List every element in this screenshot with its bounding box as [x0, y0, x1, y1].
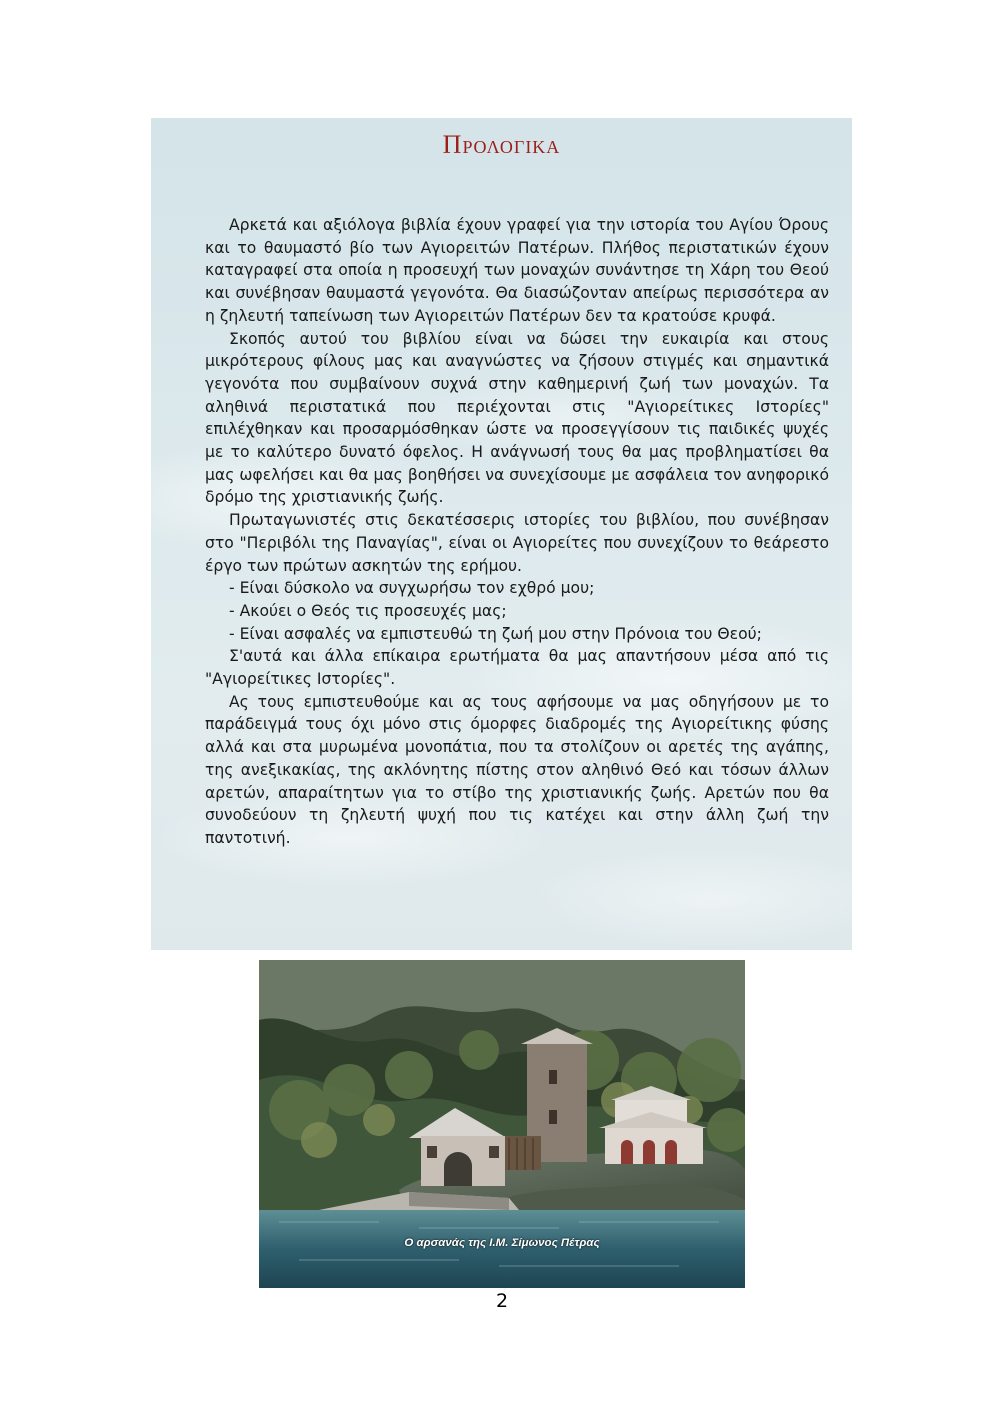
image-caption: Ο αρσανάς της Ι.Μ. Σίμωνος Πέτρας: [404, 1237, 600, 1249]
paragraph: Σ'αυτά και άλλα επίκαιρα ερωτήματα θα μας απαντήσουν μέσα από τις "Αγιορείτικες Ιστορίες".: [205, 647, 829, 689]
monastery-harbor-painting: [259, 960, 745, 1288]
question-item: - Είναι ασφαλές να εμπιστευθώ τη ζωή μου στην Πρόνοια του Θεού;: [229, 624, 762, 643]
preface-text: [205, 214, 829, 850]
paragraph: Αρκετά και αξιόλογα βιβλία έχουν γραφεί για την ιστορία του Αγίου Όρους και το θαυμαστό βίο των Αγιορειτών Πατέρων. Πλήθος περιστατικών έχουν καταγραφεί στα οποία η προσευχή των μοναχών συνάντησε τη Χάρη του Θεού και συνέβησαν θαυμαστά γεγονότα. Θα διασώζονταν απείρως περισσότερα αν η ζηλευτή ταπείνωση των Αγιορειτών Πατέρων δεν τα κρατούσε κρυφά.: [205, 216, 829, 325]
page-title: Προλογικα: [442, 130, 561, 159]
page-number: 2: [495, 1290, 509, 1312]
paragraph: Σκοπός αυτού του βιβλίου είναι να δώσει την ευκαιρία και στους μικρότερους φίλους μας και αναγνώστες να ζήσουν στιγμές και σημαντικά γεγονότα που συμβαίνουν συχνά στην καθημερινή ζωή των μοναχών. Τα αληθινά περιστατικά που περιέχονται στις "Αγιορείτικες Ιστορίες" επιλέχθηκαν και προσαρμόσθηκαν ώστε να προσεγγίσουν τις παιδικές ψυχές με το καλύτερο δυνατό όφελος. Η ανάγνωσή τους θα μας προβληματίσει θα μας ωφελήσει και θα μας βοηθήσει να συνεχίσουμε με ασφάλεια τον ανηφορικό δρόμο της χριστιανικής ζωής.: [205, 329, 829, 507]
paragraph: Πρωταγωνιστές στις δεκατέσσερις ιστορίες του βιβλίου, που συνέβησαν στο "Περιβόλι της Παναγίας", είναι οι Αγιορείτες που συνεχίζουν το θεάρεστο έργο των πρώτων ασκητών της ερήμου.: [205, 511, 829, 575]
question-item: - Είναι δύσκολο να συγχωρήσω τον εχθρό μου;: [229, 579, 595, 598]
preface-panel: [151, 118, 852, 950]
paragraph: Ας τους εμπιστευθούμε και ας τους αφήσουμε να μας οδηγήσουν με το παράδειγμά τους όχι μόνο στις όμορφες διαδρομές της Αγιορείτικης φύσης αλλά και στα μυρωμένα μονοπάτια, που τα στολίζουν οι αρετές της αγάπης, της ανεξικακίας, της ακλόνητης πίστης στον αληθινό Θεό και τόσων άλλων αρετών, απαραίτητων για το στίβο της χριστιανικής ζωής. Αρετών που θα συνοδεύουν τη ζηλευτή ψυχή που τις κατέχει και στην άλλη ζωή την παντοτινή.: [205, 692, 829, 847]
question-item: - Ακούει ο Θεός τις προσευχές μας;: [229, 601, 507, 620]
